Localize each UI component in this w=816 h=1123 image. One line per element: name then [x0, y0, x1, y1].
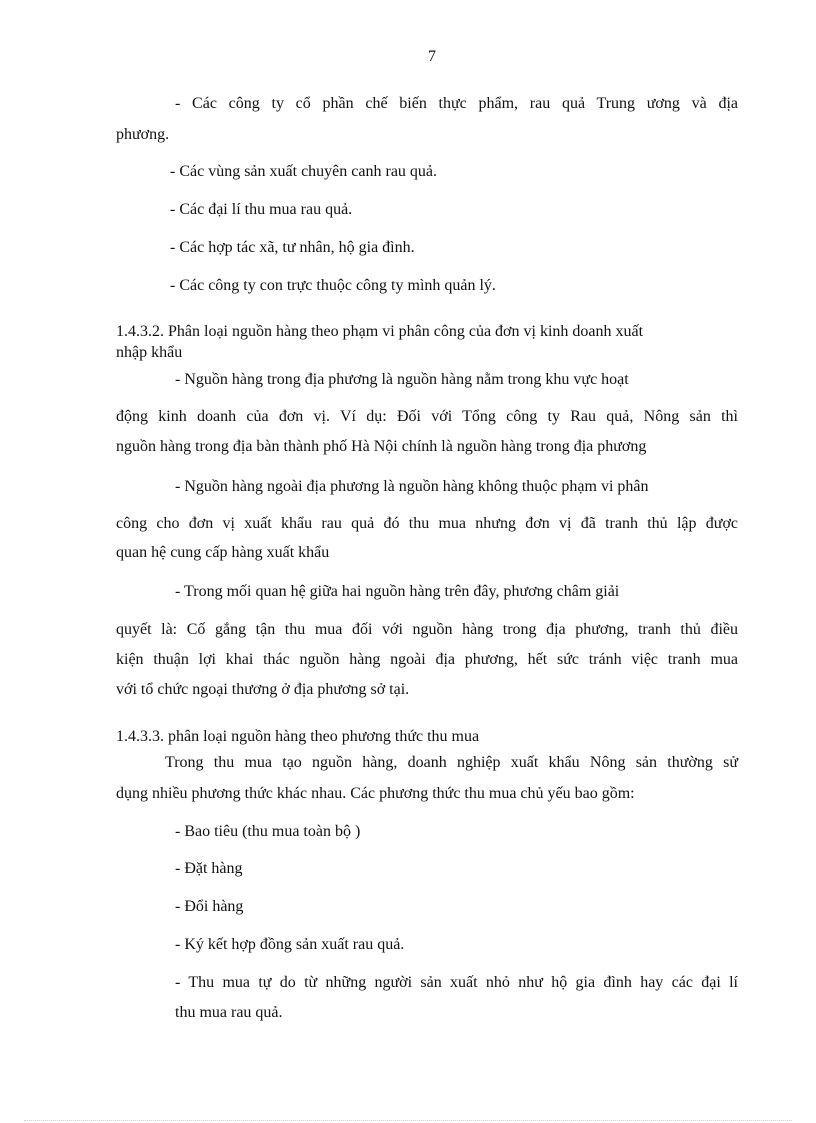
sec2-para-1-line-3: nguồn hàng trong địa bàn thành phố Hà Nội chính là nguồn hàng trong địa phương — [116, 438, 647, 455]
sec3-heading: 1.4.3.3. phân loại nguồn hàng theo phương thức thu mua — [116, 728, 480, 745]
page-bottom-rule — [24, 1120, 792, 1121]
sec2-para-3-line-3: kiện thuận lợi khai thác nguồn hàng ngoài địa phương, hết sức tránh việc tranh mua — [116, 651, 738, 668]
page-number: 7 — [428, 48, 436, 65]
sec2-para-1-line-2: động kinh doanh của đơn vị. Ví dụ: Đối với Tổng công ty Rau quả, Nông sản thì — [116, 408, 738, 425]
sec1-bullet-2: - Các vùng sản xuất chuyên canh rau quả. — [170, 163, 438, 180]
sec3-intro-line-2: dụng nhiều phương thức khác nhau. Các phương thức thu mua chủ yếu bao gồm: — [116, 785, 635, 802]
sec2-para-3-line-1: - Trong mối quan hệ giữa hai nguồn hàng trên đây, phương châm giải — [175, 583, 620, 600]
sec2-heading-line-1: 1.4.3.2. Phân loại nguồn hàng theo phạm vi phân công của đơn vị kinh doanh xuất — [116, 323, 644, 340]
sec2-para-1-line-1: - Nguồn hàng trong địa phương là nguồn hàng nằm trong khu vực hoạt — [175, 371, 629, 388]
sec1-bullet-4: - Các hợp tác xã, tư nhân, hộ gia đình. — [170, 239, 415, 256]
sec2-heading-line-2: nhập khẩu — [116, 344, 183, 361]
sec3-bullet-5-line-1: - Thu mua tự do từ những người sản xuất nhỏ như hộ gia đình hay các đại lí — [175, 974, 738, 991]
sec2-para-2-line-3: quan hệ cung cấp hàng xuất khẩu — [116, 544, 330, 561]
sec1-bullet-1-line-1: - Các công ty cổ phần chế biến thực phẩm, rau quả Trung ương và địa — [175, 95, 738, 112]
sec2-para-3-line-4: với tổ chức ngoại thương ở địa phương sở tại. — [116, 681, 410, 698]
sec3-bullet-5-line-2: thu mua rau quả. — [175, 1004, 283, 1021]
sec2-para-2-line-2: công cho đơn vị xuất khẩu rau quả đó thu mua nhưng đơn vị đã tranh thủ lập được — [116, 515, 738, 532]
sec1-bullet-3: - Các đại lí thu mua rau quả. — [170, 201, 353, 218]
sec1-bullet-5: - Các công ty con trực thuộc công ty mình quản lý. — [170, 277, 496, 294]
sec3-bullet-2: - Đặt hàng — [175, 860, 243, 877]
sec3-bullet-3: - Đổi hàng — [175, 898, 244, 915]
sec3-bullet-1: - Bao tiêu (thu mua toàn bộ ) — [175, 823, 361, 840]
sec2-para-2-line-1: - Nguồn hàng ngoài địa phương là nguồn hàng không thuộc phạm vi phân — [175, 478, 649, 495]
sec3-intro-line-1: Trong thu mua tạo nguồn hàng, doanh nghiệp xuất khẩu Nông sản thường sử — [165, 754, 738, 771]
sec2-para-3-line-2: quyết là: Cố gắng tận thu mua đối với nguồn hàng trong địa phương, tranh thủ điều — [116, 621, 738, 638]
sec3-bullet-4: - Ký kết hợp đồng sản xuất rau quả. — [175, 936, 405, 953]
sec1-bullet-1-line-2: phương. — [116, 126, 170, 143]
